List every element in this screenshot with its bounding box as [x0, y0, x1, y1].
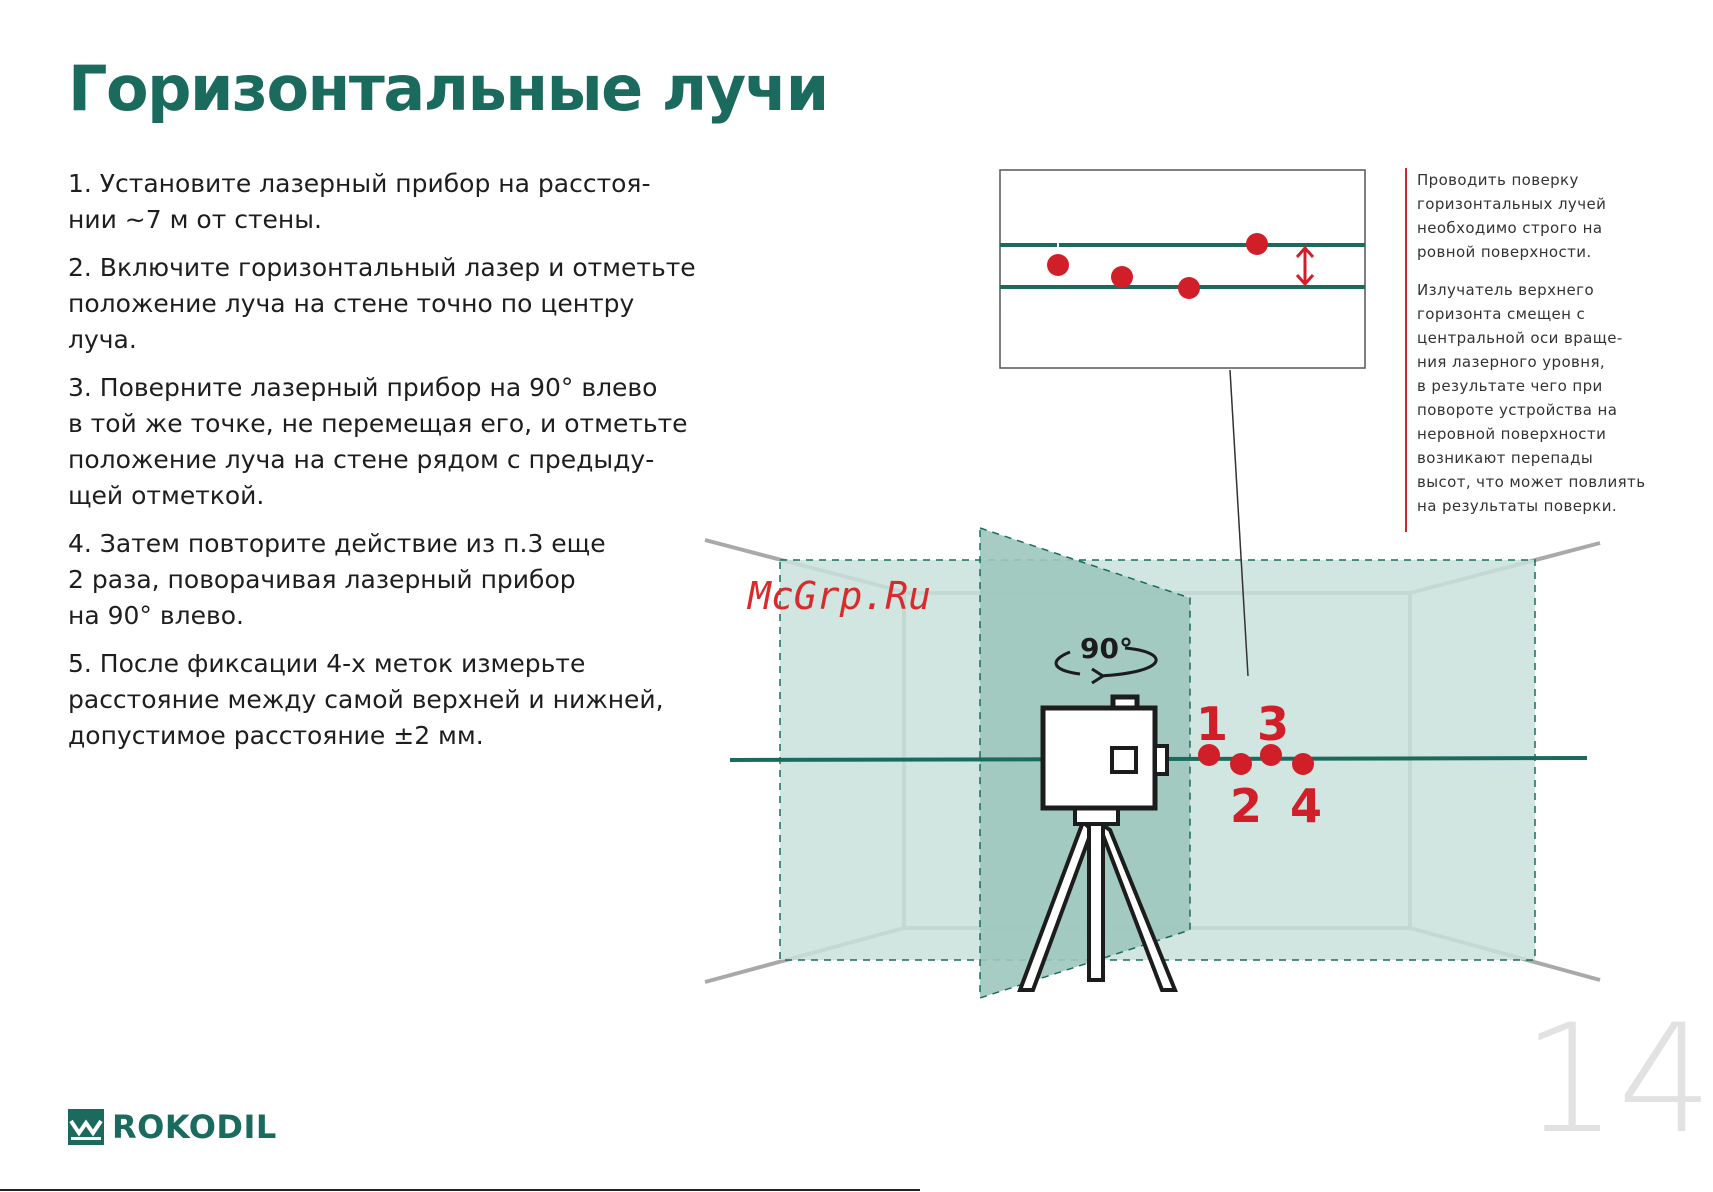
rokodil-logo-icon: [68, 1109, 104, 1145]
mark-label-2: 2: [1230, 779, 1263, 833]
step-4: 4. Затем повторите действие из п.3 еще 2 раза, поворачивая лазерный прибор на 90° влево.: [68, 529, 606, 630]
laser-device: [1043, 697, 1167, 808]
mark-2: [1230, 753, 1252, 775]
mark-4: [1292, 753, 1314, 775]
step-3: 3. Поверните лазерный прибор на 90° влево в той же точке, не перемещая его, и отметьте положение луча на стене рядом с предыду- щей отметкой.: [68, 373, 688, 510]
step-5: 5. После фиксации 4-х меток измерьте расстояние между самой верхней и нижней, допустимое расстояние ±2 мм.: [68, 649, 664, 750]
brand-name: ROKODIL: [112, 1108, 277, 1146]
watermark: McGrp.Ru: [748, 574, 932, 618]
step-1: 1. Установите лазерный прибор на расстоя- нии ~7 м от стены.: [68, 169, 651, 234]
footer-rule: [0, 1189, 920, 1191]
page-title: Горизонтальные лучи: [68, 52, 828, 125]
mark-label-1: 1: [1196, 697, 1229, 751]
note-paragraph-1: Проводить поверку горизонтальных лучей необходимо строго на ровной поверхности.: [1417, 171, 1607, 261]
rotation-label: 90°: [1080, 632, 1133, 665]
step-2: 2. Включите горизонтальный лазер и отметьте положение луча на стене точно по центру луча.: [68, 253, 696, 354]
page-number: 14: [1522, 993, 1713, 1167]
brand-logo: [68, 1108, 277, 1146]
mark-label-3: 3: [1257, 697, 1290, 751]
mark-label-4: 4: [1290, 779, 1323, 833]
zoom-inset: [1000, 170, 1365, 368]
note-paragraph-2: Излучатель верхнего горизонта смещен с центральной оси враще- ния лазерного уровня, в результате чего при повороте устройства на неровной поверхности возникают перепады высот, что может повлиять на результаты поверки.: [1417, 281, 1646, 515]
